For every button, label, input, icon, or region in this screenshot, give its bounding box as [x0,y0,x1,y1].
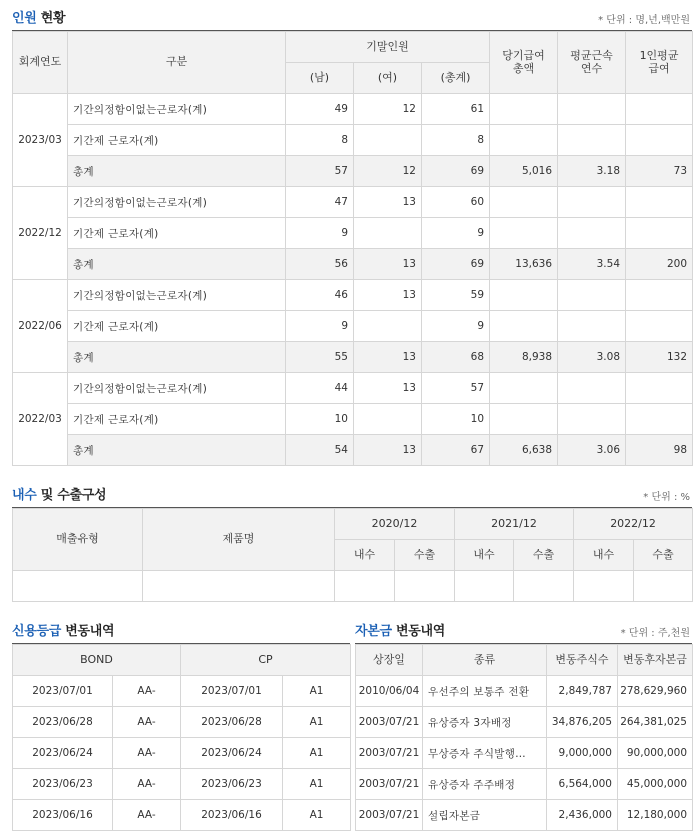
capital-title-accent: 자본금 [355,624,392,639]
empty-cell [13,571,143,602]
listing-date: 2003/07/21 [356,707,423,738]
bond-date: 2023/06/24 [13,738,113,769]
total-count: 57 [422,373,490,404]
total-count: 9 [422,311,490,342]
male-count: 47 [286,187,354,218]
credit-title-accent: 신용등급 [12,624,62,639]
capital-after: 12,180,000 [618,800,693,831]
col-year-2020: 2020/12 [335,509,455,540]
table-row [13,156,693,187]
col-end-staff: 기말인원 [286,32,490,63]
row-label: 총계 [68,249,286,280]
listing-date: 2010/06/04 [356,676,423,707]
col-category: 구분 [68,32,286,94]
col-year-2021: 2021/12 [455,509,574,540]
female-count [354,311,422,342]
fiscal-period: 2022/12 [13,187,68,280]
table-row [13,342,693,373]
table-row [13,187,693,218]
table-row [13,676,351,707]
avg-tenure [558,94,626,125]
row-label: 총계 [68,435,286,466]
male-count: 57 [286,156,354,187]
personnel-unit: * 단위 : 명,년,백만원 [598,15,690,26]
avg-tenure [558,125,626,156]
table-row [13,404,693,435]
listing-date: 2003/07/21 [356,769,423,800]
table-row [356,738,693,769]
row-label: 기간제 근로자(계) [68,311,286,342]
fiscal-period: 2022/06 [13,280,68,373]
cp-date: 2023/06/28 [181,707,283,738]
female-count: 13 [354,249,422,280]
male-count: 8 [286,125,354,156]
change-type: 우선주의 보통주 전환 [423,676,547,707]
avg-tenure: 3.18 [558,156,626,187]
total-salary [490,125,558,156]
change-type: 무상증자 주식발행… [423,738,547,769]
total-salary [490,280,558,311]
cp-grade: A1 [283,707,351,738]
male-count: 10 [286,404,354,435]
avg-salary: 73 [626,156,693,187]
row-label: 기간의정함이없는근로자(계) [68,280,286,311]
male-count: 56 [286,249,354,280]
share-change: 34,876,205 [547,707,618,738]
row-label: 기간의정함이없는근로자(계) [68,94,286,125]
export-unit: * 단위 : % [643,492,690,503]
bond-grade: AA- [113,800,181,831]
cp-date: 2023/07/01 [181,676,283,707]
male-count: 46 [286,280,354,311]
bond-date: 2023/07/01 [13,676,113,707]
capital-table [355,644,693,831]
empty-cell [143,571,335,602]
share-change: 9,000,000 [547,738,618,769]
capital-after: 90,000,000 [618,738,693,769]
bond-grade: AA- [113,707,181,738]
change-type: 설립자본금 [423,800,547,831]
col-exports: 수출 [395,540,455,571]
total-count: 9 [422,218,490,249]
capital-after: 45,000,000 [618,769,693,800]
total-salary [490,404,558,435]
empty-cell [514,571,574,602]
row-label: 총계 [68,156,286,187]
bond-grade: AA- [113,676,181,707]
row-label: 기간의정함이없는근로자(계) [68,187,286,218]
personnel-title-rest: 현황 [36,11,66,26]
col-domestic: 내수 [574,540,634,571]
avg-tenure [558,187,626,218]
total-count: 69 [422,156,490,187]
male-count: 49 [286,94,354,125]
total-count: 67 [422,435,490,466]
avg-salary [626,280,693,311]
avg-tenure [558,311,626,342]
col-total: (총계) [422,63,490,94]
col-female: (여) [354,63,422,94]
row-label: 기간의정함이없는근로자(계) [68,373,286,404]
total-salary: 8,938 [490,342,558,373]
bond-date: 2023/06/16 [13,800,113,831]
total-count: 10 [422,404,490,435]
col-cp: CP [181,645,351,676]
avg-salary [626,94,693,125]
total-count: 68 [422,342,490,373]
cp-grade: A1 [283,676,351,707]
total-salary [490,373,558,404]
avg-salary [626,404,693,435]
capital-unit: * 단위 : 주,천원 [620,628,690,639]
export-title [12,484,106,503]
bond-grade: AA- [113,769,181,800]
bond-date: 2023/06/23 [13,769,113,800]
col-listing-date: 상장일 [356,645,423,676]
empty-cell [395,571,455,602]
avg-salary [626,311,693,342]
table-row [13,373,693,404]
col-exports: 수출 [634,540,693,571]
avg-salary [626,373,693,404]
cp-date: 2023/06/24 [181,738,283,769]
total-salary [490,311,558,342]
col-bond: BOND [13,645,181,676]
credit-title-rest: 변동내역 [61,624,115,639]
col-total-salary: 당기급여 총액 [490,32,558,94]
male-count: 55 [286,342,354,373]
total-salary: 13,636 [490,249,558,280]
col-domestic: 내수 [335,540,395,571]
table-row [356,676,693,707]
personnel-table [12,31,693,466]
total-salary: 5,016 [490,156,558,187]
table-row [356,769,693,800]
female-count: 12 [354,156,422,187]
cp-date: 2023/06/23 [181,769,283,800]
avg-tenure: 3.08 [558,342,626,373]
female-count: 12 [354,94,422,125]
total-salary: 6,638 [490,435,558,466]
avg-tenure [558,280,626,311]
avg-salary: 132 [626,342,693,373]
avg-salary [626,187,693,218]
col-domestic: 내수 [455,540,514,571]
avg-tenure [558,404,626,435]
col-fiscal-year: 회계연도 [13,32,68,94]
male-count: 44 [286,373,354,404]
export-table [12,508,693,602]
credit-title [12,620,114,639]
table-row [13,571,693,602]
row-label: 기간제 근로자(계) [68,125,286,156]
capital-after: 278,629,960 [618,676,693,707]
table-row [13,800,351,831]
female-count: 13 [354,187,422,218]
export-title-rest: 및 수출구성 [36,488,107,503]
table-row [13,125,693,156]
total-salary [490,218,558,249]
male-count: 54 [286,435,354,466]
avg-tenure [558,218,626,249]
table-row [13,707,351,738]
share-change: 2,436,000 [547,800,618,831]
col-type: 종류 [423,645,547,676]
change-type: 유상증자 주주배정 [423,769,547,800]
share-change: 6,564,000 [547,769,618,800]
bond-grade: AA- [113,738,181,769]
col-avg-salary: 1인평균 급여 [626,32,693,94]
total-count: 8 [422,125,490,156]
cp-grade: A1 [283,738,351,769]
table-row [13,218,693,249]
col-product-name: 제품명 [143,509,335,571]
fiscal-period: 2022/03 [13,373,68,466]
total-count: 69 [422,249,490,280]
total-count: 59 [422,280,490,311]
col-exports: 수출 [514,540,574,571]
female-count: 13 [354,435,422,466]
personnel-title [12,7,65,26]
capital-after: 264,381,025 [618,707,693,738]
export-title-accent: 내수 [12,488,37,503]
cp-grade: A1 [283,769,351,800]
bond-date: 2023/06/28 [13,707,113,738]
female-count [354,404,422,435]
total-salary [490,187,558,218]
female-count [354,218,422,249]
table-row [356,707,693,738]
listing-date: 2003/07/21 [356,738,423,769]
avg-salary: 200 [626,249,693,280]
empty-cell [574,571,634,602]
table-row [13,249,693,280]
total-count: 60 [422,187,490,218]
col-avg-tenure: 평균근속 연수 [558,32,626,94]
avg-tenure [558,373,626,404]
total-salary [490,94,558,125]
col-sales-type: 매출유형 [13,509,143,571]
change-type: 유상증자 3자배정 [423,707,547,738]
female-count: 13 [354,373,422,404]
avg-salary [626,125,693,156]
share-change: 2,849,787 [547,676,618,707]
row-label: 기간제 근로자(계) [68,404,286,435]
fiscal-period: 2023/03 [13,94,68,187]
table-row [13,738,351,769]
empty-cell [455,571,514,602]
female-count [354,125,422,156]
listing-date: 2003/07/21 [356,800,423,831]
female-count: 13 [354,342,422,373]
avg-tenure: 3.54 [558,249,626,280]
female-count: 13 [354,280,422,311]
avg-salary [626,218,693,249]
table-row [13,280,693,311]
total-count: 61 [422,94,490,125]
cp-grade: A1 [283,800,351,831]
table-row [13,311,693,342]
male-count: 9 [286,311,354,342]
col-male: (남) [286,63,354,94]
col-share-change: 변동주식수 [547,645,618,676]
table-row [13,94,693,125]
table-row [13,435,693,466]
capital-title [355,620,445,639]
empty-cell [634,571,693,602]
male-count: 9 [286,218,354,249]
col-capital-after: 변동후자본금 [618,645,693,676]
table-row [356,800,693,831]
credit-table [12,644,351,831]
col-year-2022: 2022/12 [574,509,693,540]
personnel-title-accent: 인원 [12,11,37,26]
avg-tenure: 3.06 [558,435,626,466]
empty-cell [335,571,395,602]
avg-salary: 98 [626,435,693,466]
row-label: 총계 [68,342,286,373]
capital-title-rest: 변동내역 [391,624,446,639]
table-row [13,769,351,800]
row-label: 기간제 근로자(계) [68,218,286,249]
cp-date: 2023/06/16 [181,800,283,831]
